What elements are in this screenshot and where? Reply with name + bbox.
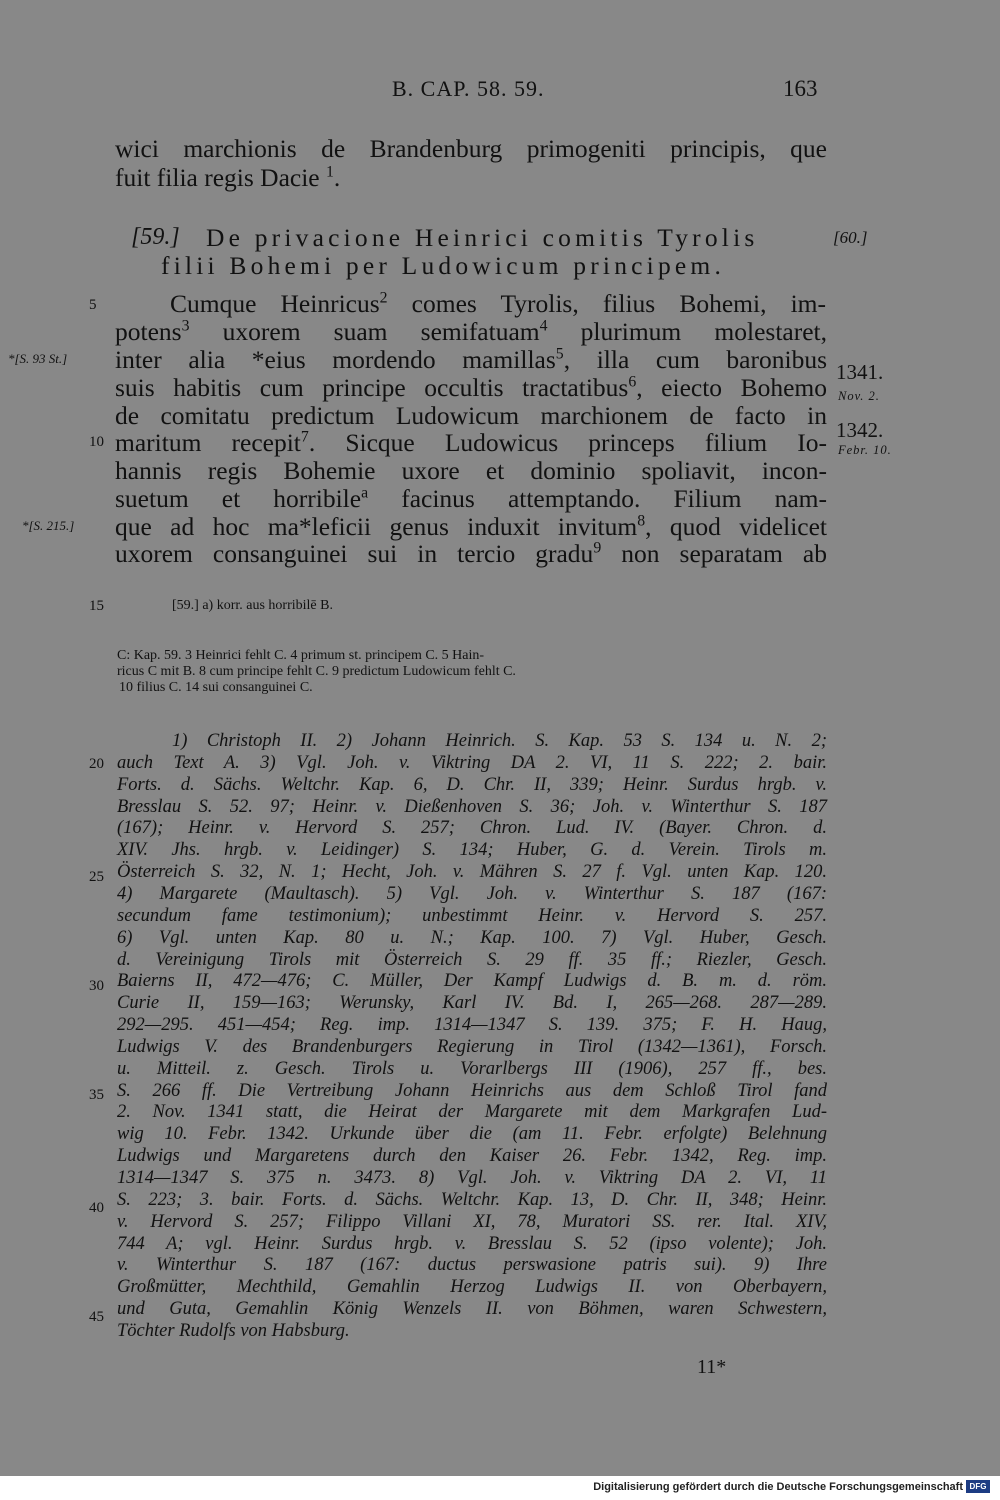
body-line-10: uxorem consanguinei sui in tercio gradu$^9$ non separatam ab	[115, 539, 827, 568]
chapter-heading-line-2: filii Bohemi per Ludowicum principem.	[161, 251, 726, 280]
body-line-4: suis habitis cum principe occultis tractatibus$^6$, eiecto Bohemo	[115, 373, 827, 402]
footnote-line: Ludwigs und Margaretens durch den Kaiser 26. Febr. 1342, Reg. imp.	[117, 1146, 827, 1167]
date-year-1342: 1342.	[836, 418, 884, 442]
footnote-line: u. Mitteil. z. Gesch. Tirols u. Vorarlbergs III (1906), 257 ff., bes.	[117, 1058, 827, 1079]
footnote-line: S. 223; 3. bair. Forts. d. Sächs. Weltchr. Kap. 13, D. Chr. II, 348; Heinr.	[117, 1189, 827, 1210]
body-line-1: Cumque Heinricus$^2$ comes Tyrolis, filius Bohemi, im-	[170, 289, 826, 318]
footnote-line: 2. Nov. 1341 statt, die Heirat der Margarete mit dem Markgrafen Lud-	[117, 1102, 827, 1123]
footnote-line: v. Hervord S. 257; Filippo Villani XI, 78, Muratori SS. rer. Ital. XIV,	[117, 1211, 827, 1232]
date-day-nov-2: Nov. 2.	[838, 389, 880, 403]
line-number-20: 20	[89, 756, 104, 772]
running-head: B. CAP. 58. 59.	[392, 76, 545, 101]
body-line-2: potens$^3$ uxorem suam semifatuam$^4$ plurimum molestaret,	[115, 317, 827, 346]
line-number-10: 10	[89, 434, 104, 450]
footnote-line: 1314—1347 S. 375 n. 3473. 8) Vgl. Joh. v. Viktring DA 2. VI, 11	[117, 1168, 827, 1188]
date-day-febr-10: Febr. 10.	[838, 443, 892, 457]
line-number-25: 25	[89, 869, 104, 885]
chapter-heading-line-1: De privacione Heinrici comitis Tyrolis	[206, 223, 759, 252]
line-number-15: 15	[89, 598, 104, 614]
textual-note: [59.] a) korr. aus horribilē B.	[172, 598, 333, 613]
body-line-8: suetum et horribile$^a$ facinus attemptando. Filium nam-	[115, 484, 827, 513]
footnote-line: Bresslau S. 52. 97; Heinr. v. Dießenhoven S. 36; Joh. v. Winterthur S. 187	[117, 796, 827, 817]
footnote-line: Curie II, 159—163; Werunsky, Karl IV. Bd. I, 265—268. 287—289.	[117, 993, 827, 1014]
line-number-45: 45	[89, 1309, 104, 1325]
line-number-35: 35	[89, 1087, 104, 1103]
footnote-line: Forts. d. Sächs. Weltchr. Kap. 6, D. Chr. II, 339; Heinr. Surdus hrgb. v.	[117, 774, 827, 795]
footnote-line: 4) Margarete (Maultasch). 5) Vgl. Joh. v. Winterthur S. 187 (167:	[117, 883, 827, 904]
footnote-line: Töchter Rudolfs von Habsburg.	[117, 1320, 350, 1341]
opening-line-1: wici marchionis de Brandenburg primogeniti principis, que	[115, 134, 827, 163]
line-number-40: 40	[89, 1200, 104, 1216]
opening-line-2: fuit filia regis Dacie $^1$.	[115, 163, 341, 192]
footnote-line: 292—295. 451—454; Reg. imp. 1314—1347 S. 139. 375; F. H. Haug,	[117, 1015, 827, 1036]
footnote-line: XIV. Jhs. hrgb. v. Leidinger) S. 134; Huber, G. d. Verein. Tirols m.	[117, 840, 827, 861]
alt-chapter-number: [60.]	[833, 228, 868, 247]
dfg-logo: DFG	[966, 1480, 990, 1493]
footnote-line: 1) Christoph II. 2) Johann Heinrich. S. Kap. 53 S. 134 u. N. 2;	[172, 731, 827, 751]
body-line-7: hannis regis Bohemie uxore et dominio spoliavit, incon-	[115, 456, 827, 485]
footer-credit: Digitalisierung gefördert durch die Deutsche Forschungsgemeinschaft	[593, 1481, 963, 1493]
line-number-5: 5	[89, 297, 97, 313]
footnote-line: S. 266 ff. Die Vertreibung Johann Heinrichs aus dem Schloß Tirol fand	[117, 1080, 827, 1101]
footnote-line: Österreich S. 32, N. 1; Hecht, Joh. v. Mähren S. 27 f. Vgl. unten Kap. 120.	[117, 862, 827, 883]
margin-ref-page-93: *[S. 93 St.]	[8, 351, 68, 366]
footnote-line: v. Winterthur S. 187 (167: ductus perswasione patris sui). 9) Ihre	[117, 1255, 827, 1276]
line-number-30: 30	[89, 978, 104, 994]
footnote-line: 6) Vgl. unten Kap. 80 u. N.; Kap. 100. 7) Vgl. Huber, Gesch.	[117, 927, 827, 948]
apparatus-line-1: C: Kap. 59. 3 Heinrici fehlt C. 4 primum st. principem C. 5 Hain-	[117, 648, 485, 663]
footnote-line: Großmütter, Mechthild, Gemahlin Herzog Ludwigs II. von Oberbayern,	[117, 1277, 827, 1298]
body-line-3: inter alia *eius mordendo mamillas$^5$, illa cum baronibus	[115, 345, 828, 374]
footnote-line: auch Text A. 3) Vgl. Joh. v. Viktring DA 2. VI, 11 S. 222; 2. bair.	[117, 752, 827, 773]
chapter-number: [59.]	[131, 224, 180, 250]
apparatus-line-3: 10 filius C. 14 sui consanguinei C.	[119, 680, 313, 695]
footnote-line: Ludwigs V. des Brandenburgers Regierung in Tirol (1342—1361), Forsch.	[117, 1036, 827, 1057]
body-line-9: que ad hoc ma*leficii genus induxit invitum$^8$, quod videlicet	[115, 512, 827, 541]
footnote-line: secundum fame testimonium); unbestimmt Heinr. v. Hervord S. 257.	[117, 905, 827, 926]
footnote-ref: 1	[326, 163, 334, 181]
date-year-1341: 1341.	[836, 360, 884, 384]
footnote-line: wig 10. Febr. 1342. Urkunde über die (am 11. Febr. erfolgte) Belehnung	[117, 1124, 827, 1145]
footnote-line: 744 A; vgl. Heinr. Surdus hrgb. v. Bresslau S. 52 (ipso volente); Joh.	[117, 1233, 827, 1254]
footnote-line: d. Vereinigung Tirols mit Österreich S. 29 ff. 35 ff.; Riezler, Gesch.	[117, 949, 827, 970]
body-line-6: maritum recepit$^7$. Sicque Ludowicus princeps filium Io-	[115, 428, 828, 457]
footnote-line: Baierns II, 472—476; C. Müller, Der Kampf Ludwigs d. B. m. d. röm.	[117, 971, 827, 992]
footnote-line: und Guta, Gemahlin König Wenzels II. von Böhmen, waren Schwestern,	[117, 1299, 827, 1320]
body-line-5: de comitatu predictum Ludowicum marchionem de facto in	[115, 401, 827, 430]
signature-mark: 11*	[697, 1356, 727, 1378]
footnote-line: (167); Heinr. v. Hervord S. 257; Chron. Lud. IV. (Bayer. Chron. d.	[117, 818, 827, 839]
apparatus-line-2: ricus C mit B. 8 cum principe fehlt C. 9 predictum Ludowicum fehlt C.	[117, 664, 516, 679]
margin-ref-page-215: *[S. 215.]	[22, 518, 75, 533]
page-number: 163	[783, 76, 818, 101]
